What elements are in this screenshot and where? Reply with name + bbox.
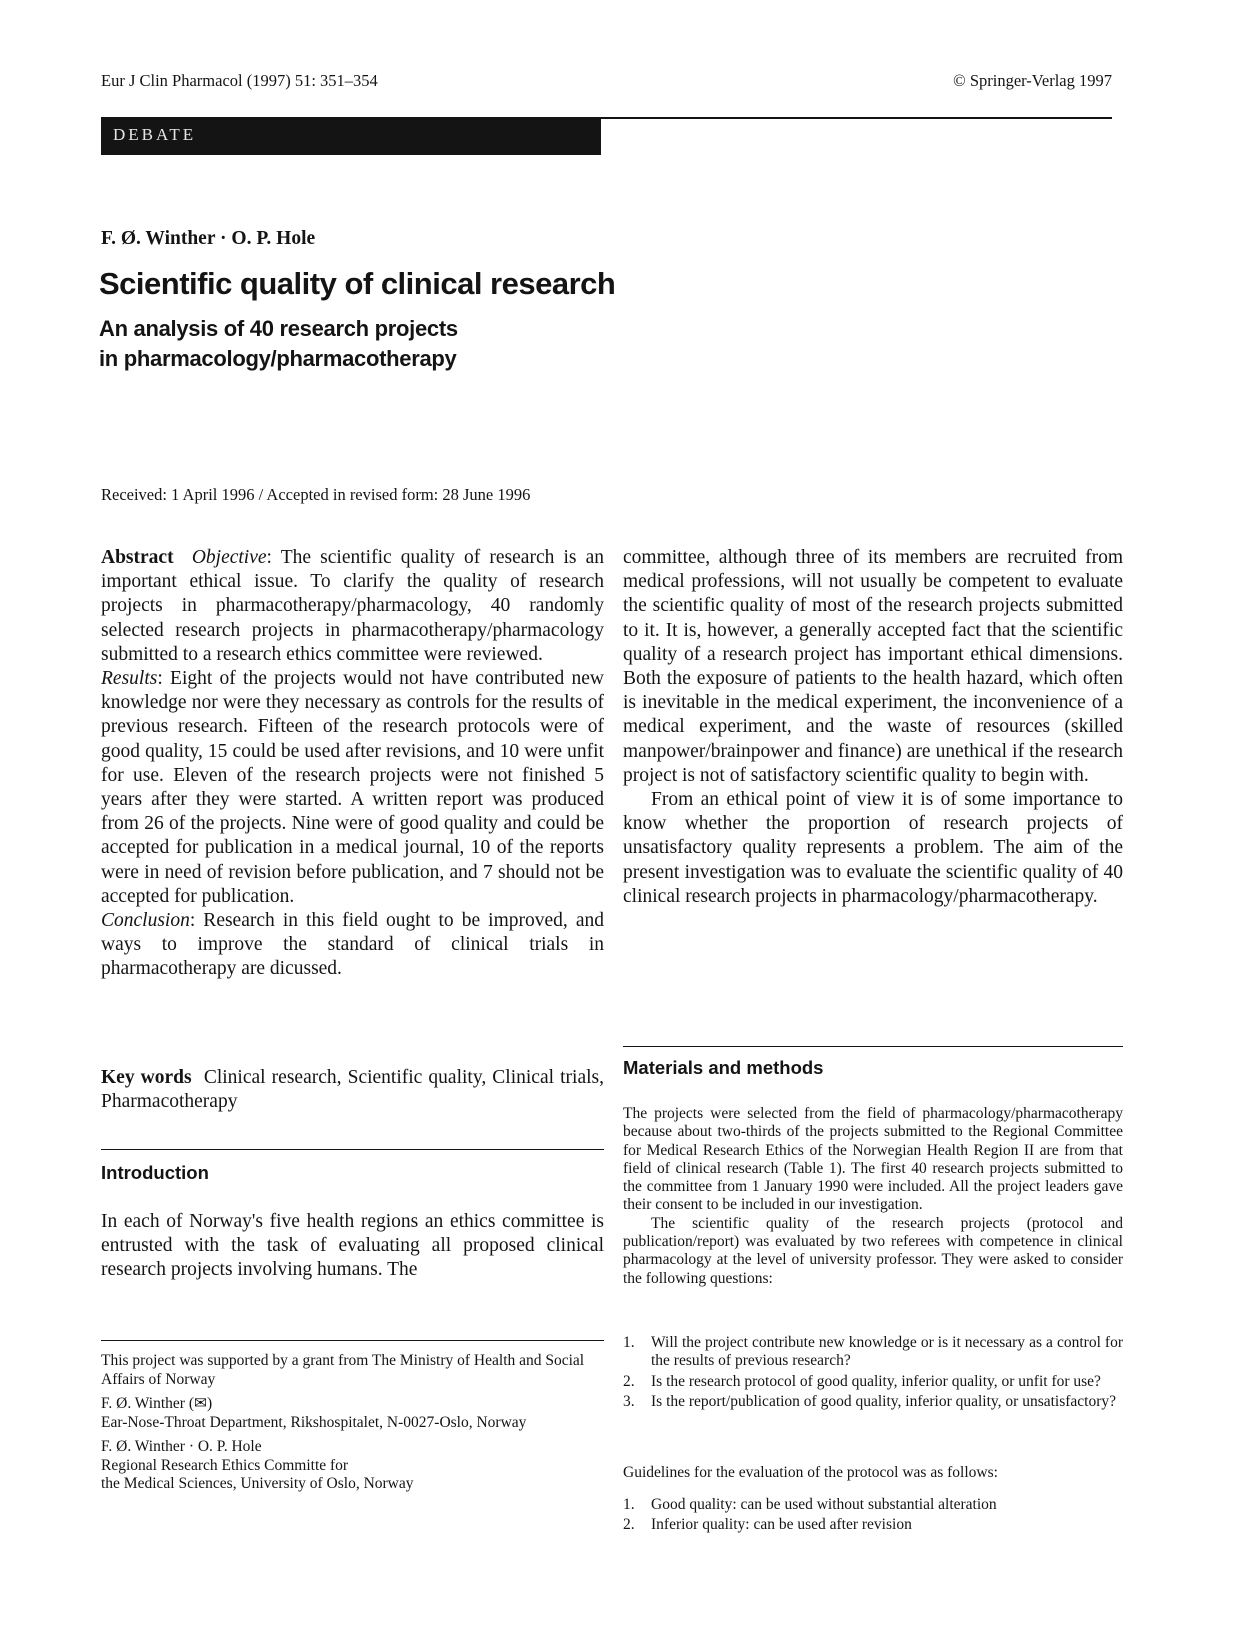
methods-rule	[623, 1046, 1123, 1047]
methods-heading: Materials and methods	[623, 1057, 824, 1078]
guideline-item: 1. Good quality: can be used without substantial alteration	[623, 1496, 997, 1513]
guideline-item: 2. Inferior quality: can be used after revision	[623, 1516, 912, 1534]
guidelines-list	[623, 1496, 1123, 1537]
abstract	[101, 546, 604, 982]
article-authors: F. Ø. Winther · O. P. Hole	[101, 228, 316, 249]
copyright-notice: © Springer-Verlag 1997	[953, 71, 1112, 90]
methods-text	[623, 1105, 1123, 1288]
methods-para-1: The projects were selected from the field of pharmacology/pharmacotherapy because about two-thirds of the projects submitted to the Regional Committee for Medical Research Ethics of the Norwegian Health Region II are from that field of clinical research (Table 1). The first 40 research projects submitted to the committee from 1 January 1990 were included. All the project leaders gave their consent to be included in our investigation.	[623, 1105, 1123, 1214]
footnote	[101, 1352, 604, 1500]
introduction-rule	[101, 1149, 604, 1150]
section-banner	[101, 117, 601, 155]
subtitle-line-1: An analysis of 40 research projects	[99, 316, 458, 341]
results-label: Results	[101, 668, 158, 690]
received-dates: Received: 1 April 1996 / Accepted in revised form: 28 June 1996	[101, 485, 531, 504]
introduction-continuation	[623, 546, 1123, 909]
question-item: 3. Is the report/publication of good quality, inferior quality, or unsatisfactory?	[623, 1392, 1117, 1410]
conclusion-text: : Research in this field ought to be improved, and ways to improve the standard of clinical trials in pharmacotherapy are dicussed.	[101, 910, 604, 980]
objective-text: : The scientific quality of research is an important ethical issue. To clarify the quality of research projects in pharmacotherapy/pharmacology, 40 randomly selected research projects in pharmacotherapy/pharmacology submitted to a research ethics committee were reviewed.	[101, 547, 605, 665]
intro-para-aim: From an ethical point of view it is of some importance to know whether the proportion of research projects of unsatisfactory quality represents a problem. The aim of the present investigation was to evaluate the scientific quality of 40 clinical research projects in pharmacology/pharmacotherapy.	[623, 789, 1123, 907]
footnote-rule	[101, 1340, 604, 1341]
question-item: 2. Is the research protocol of good quality, inferior quality, or unfit for use?	[623, 1372, 1101, 1390]
intro-para-continued: committee, although three of its members are recruited from medical professions, will not usually be competent to evaluate the scientific quality of most of the research projects submitted to it. It is, however, a generally accepted fact that the scientific quality of a research project has important ethical dimensions. Both the exposure of patients to the health hazard, which often is inevitable in the medical experiment, the inconvenience of a medical experiment, and the waste of resources (skilled manpower/brainpower and finance) are unethical if the research project is not of satisfactory scientific quality to begin with.	[623, 547, 1123, 786]
article-subtitle	[99, 314, 458, 374]
footnote-corr-address: Ear-Nose-Throat Department, Rikshospitalet, N-0027-Oslo, Norway	[101, 1413, 527, 1431]
objective-label: Objective	[191, 547, 267, 568]
header-rule	[601, 117, 1112, 119]
abstract-label: Abstract	[101, 547, 174, 568]
journal-citation: Eur J Clin Pharmacol (1997) 51: 351–354	[101, 71, 378, 90]
footnote-corr-name: F. Ø. Winther (✉)	[101, 1395, 213, 1412]
subtitle-line-2: in pharmacology/pharmacotherapy	[99, 346, 457, 371]
footnote-authors: F. Ø. Winther · O. P. Hole	[101, 1438, 262, 1455]
guidelines-intro: Guidelines for the evaluation of the protocol was as follows:	[623, 1464, 998, 1481]
keywords-text: Clinical research, Scientific quality, Clinical trials, Pharmacotherapy	[101, 1067, 605, 1113]
footnote-affil-line-2: the Medical Sciences, University of Oslo, Norway	[101, 1475, 414, 1492]
introduction-text: In each of Norway's five health regions an ethics committee is entrusted with the task of evaluating all proposed clinical research projects involving humans. The	[101, 1211, 604, 1281]
methods-para-2: The scientific quality of the research projects (protocol and publication/report) was evaluated by two referees with competence in clinical pharmacology at the level of university professor. They were asked to consider the following questions:	[623, 1214, 1123, 1287]
footnote-affil-line-1: Regional Research Ethics Committe for	[101, 1456, 349, 1474]
question-item: 1. Will the project contribute new knowledge or is it necessary as a control for the results of previous research?	[623, 1334, 1123, 1370]
article-title: Scientific quality of clinical research	[99, 266, 616, 301]
results-text: : Eight of the projects would not have contributed new knowledge nor were they necessary as controls for the results of previous research. Fifteen of the research protocols were of good quality, 15 could be used after revisions, and 10 were unfit for use. Eleven of the research projects were not finished 5 years after they were started. A written report was produced from 26 of the projects. Nine were of good quality and could be accepted for publication in a medical journal, 10 of the reports were in need of revision before publication, and 7 should not be accepted for publication.	[101, 668, 604, 907]
section-label: DEBATE	[113, 125, 197, 144]
keywords-label: Key words	[101, 1067, 192, 1088]
introduction-heading: Introduction	[101, 1162, 209, 1183]
conclusion-label: Conclusion	[101, 910, 190, 932]
footnote-grant: This project was supported by a grant from The Ministry of Health and Social Affairs of Norway	[101, 1352, 585, 1388]
questions-list	[623, 1334, 1123, 1413]
keywords	[101, 1066, 604, 1114]
